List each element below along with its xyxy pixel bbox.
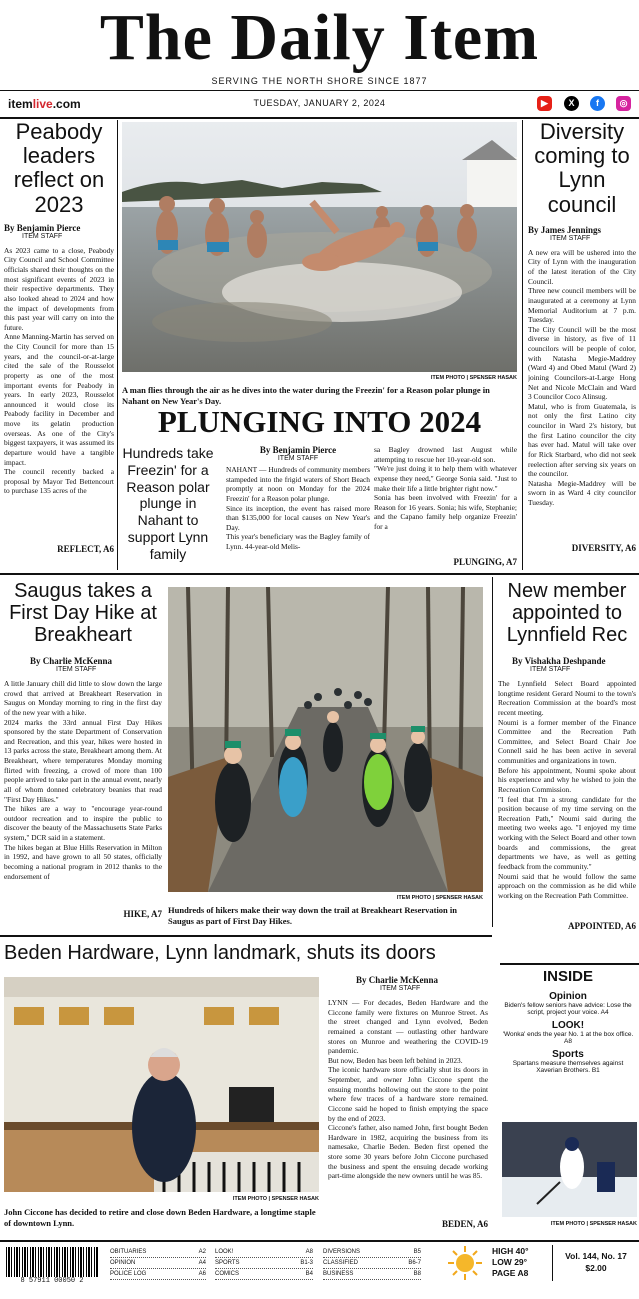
inside-item-head[interactable]: Sports <box>552 1049 584 1060</box>
hike-caption: Hundreds of hikers make their way down the trail at Breakheart Reservation in Saugus as part of First Day Hikes. <box>168 905 457 927</box>
hockey-photo-credit: ITEM PHOTO | SPENSER HASAK <box>550 1221 637 1227</box>
sun-icon <box>447 1245 483 1281</box>
peabody-jump[interactable]: REFLECT, A6 <box>57 543 114 554</box>
index-column-3 <box>323 1247 421 1280</box>
index-row[interactable]: SPORTS B1-3 <box>215 1258 313 1269</box>
facebook-icon[interactable]: f <box>590 96 605 111</box>
date-bar <box>0 92 639 116</box>
beden-caption: John Ciccone has decided to retire and close down Beden Hardware, a longtime staple of downtown Lynn. <box>4 1207 316 1229</box>
index-row[interactable]: DIVERSIONS B5 <box>323 1247 421 1258</box>
saugus-story <box>4 580 162 919</box>
instagram-icon[interactable]: ◎ <box>616 96 631 111</box>
volume-box <box>556 1250 636 1274</box>
hike-photo <box>168 587 483 892</box>
index-row[interactable]: LOOK! A8 <box>215 1247 313 1258</box>
index-row[interactable]: COMICS B4 <box>215 1269 313 1280</box>
index-column-2 <box>215 1247 313 1280</box>
inside-box <box>500 968 636 1074</box>
peabody-staff: ITEM STAFF <box>22 232 63 240</box>
youtube-icon[interactable]: ▶ <box>537 96 552 111</box>
beden-jump[interactable]: BEDEN, A6 <box>441 1219 488 1229</box>
inside-title: INSIDE <box>542 968 593 985</box>
lynnfield-jump[interactable]: APPOINTED, A6 <box>567 921 636 931</box>
lynnfield-staff: ITEM STAFF <box>530 666 571 673</box>
saugus-headline[interactable]: Saugus takes a First Day Hike at Breakheart <box>9 580 157 646</box>
peabody-headline[interactable]: Peabody leaders reflect on 2023 <box>13 119 105 217</box>
issue-date: TUESDAY, JANUARY 2, 2024 <box>253 98 386 108</box>
barcode-digits: 8 57911 00050 2 <box>20 1277 84 1285</box>
diversity-body: A new era will be ushered into the City of Lynn with the inauguration of the latest iteration of the City Council. Three new council members will be inaugurated at a ceremony at Lynn Memorial Auditorium at 7 p.m. Tuesday. The City Council will be the most diverse in history, as five of 11 councilors will be people of color, with Natasha Megie-Maddrey (Ward 4) and Obed Matul (Ward 2) joining Councilors-at-Large Hong Net and Nicole McClain and Ward 3 Councilor Coco Alinsug. Matul, who is from Guatemala, is not only the first Latino city councilor in Ward 2's history, but the first Latino councilor the city has ever had. Matul will take over for Rick Starbard, who did not seek reelection after serving six years on the councilor. Natasha Megie-Maddrey will be sworn in as Ward 4 city councilor Tuesday. <box>528 247 636 507</box>
saugus-byline: By Charlie McKenna <box>30 656 112 666</box>
price: $2.00 <box>585 1263 607 1273</box>
plunge-body-col2: sa Bagley drowned last August while attempting to rescue her 10-year-old son. "We're just doing it to help them with whatever expense they need," George Sonia said. "Just to make their life a little brighter right now." Sonia has been involved with Freezin' for a Reason for 16 years. Sonia; his wife, Stephanie; and the Capano family help organize Freezin' for a <box>374 445 517 531</box>
plunge-col1 <box>226 445 370 575</box>
weather-high: HIGH 40° <box>492 1246 529 1256</box>
plunge-subhead: Hundreds take Freezin' for a Reason polar plunge in Nahant to support Lynn family <box>122 445 214 562</box>
diversity-byline: By James Jennings <box>528 224 602 235</box>
beden-text <box>328 975 488 1229</box>
barcode <box>6 1247 98 1287</box>
masthead-tagline: SERVING THE NORTH SHORE SINCE 1877 <box>211 76 428 86</box>
beden-body: LYNN — For decades, Beden Hardware and the Ciccone family were fixtures on Munroe Street. As the street changed and Lynn evolved, Beden remained a constant — outlasting other hardware stores on Munroe and weathering the COVID-19 pandemic. But now, Beden has been left behind in 2023. The iconic hardware store officially shut its doors in September, and owner John Ciccone spent the ensuing months hollowing out the store to the point where few traces of a hardware store remained. Ciccone said he hoped to finish emptying the space by the end of 2023. Ciccone's father, also named John, first bought Beden Hardware in 1982, acquiring the business from its namesake, Charlie Beden. Beden first opened the store some 30 years before John Ciccone purchased the business and spent the ensuing decade working part-time alongside the new owners until he was 85. <box>328 998 488 1181</box>
weather-low: LOW 29° <box>492 1257 528 1267</box>
index-row[interactable]: BUSINESS B8 <box>323 1269 421 1280</box>
plunge-byline: By Benjamin Pierce <box>259 445 337 455</box>
beden-headline[interactable]: Beden Hardware, Lynn landmark, shuts its doors <box>4 942 436 964</box>
index-row[interactable]: OBITUARIES A2 <box>110 1247 206 1258</box>
peabody-story <box>4 120 114 554</box>
inside-item-head[interactable]: Opinion <box>549 991 587 1002</box>
plunge-body-col1: NAHANT — Hundreds of community members stampeded into the frigid waters of Short Beach promptly at noon on Monday for the 2024 Freezin' for a Reason polar plunge. Since its inception, the event has raised more than $135,000 for local causes on New Year's Day. This year's beneficiary was the Bagley family of Lynn. 44-year-old Melis- <box>226 465 370 551</box>
lynnfield-byline: By Vishakha Deshpande <box>512 656 606 666</box>
hike-photo-credit: ITEM PHOTO | SPENSER HASAK <box>396 895 483 901</box>
x-icon[interactable]: X <box>564 96 579 111</box>
diversity-jump[interactable]: DIVERSITY, A6 <box>571 542 636 553</box>
plunge-photo <box>122 122 517 372</box>
hockey-photo <box>502 1122 637 1217</box>
diversity-staff: ITEM STAFF <box>550 234 591 242</box>
beden-byline: By Charlie McKenna <box>356 975 438 985</box>
saugus-staff: ITEM STAFF <box>56 666 97 673</box>
index-row[interactable]: OPINION A4 <box>110 1258 206 1269</box>
diversity-story <box>528 120 636 553</box>
inside-item-head[interactable]: LOOK! <box>551 1020 585 1031</box>
beden-photo <box>4 977 319 1192</box>
lynnfield-body: The Lynnfield Select Board appointed longtime resident Gerard Noumi to the town's Recreation Commission at the board's most recent meeting. Noumi is a former member of the Finance Committee and the Recreation Path Committee, and Select Board Chair Joe Connell said he has been active in several communities and organizations in town. Before his appointment, Noumi spoke about his experience and why he wished to join the Recreation Commission. "I feel that I'm a strong candidate for the position because of my time serving on the Recreation Path," Noumi said during the meeting two weeks ago. "I enjoyed my time working with the Select Board and other town boards and commissions, the great departments we have, as well as getting feedback from the community." Noumi said that he would follow the same approach on the commission as he did while working on the Recreation Path Committee. <box>498 679 636 900</box>
lynnfield-headline[interactable]: New member appointed to Lynnfield Rec <box>506 580 628 646</box>
volume-number: Vol. 144, No. 17 <box>565 1251 627 1261</box>
saugus-body: A little January chill did little to slow down the large crowd that arrived at Breakheart Reservation in Saugus on Monday morning to ring in the first day of the new year with a hike. 2024 marks the 33rd annual First Day Hikes sponsored by the state Department of Conservation and Recreation, and this year, hikes were hosted in 13 parks across the state, Breakheart among them. At Breakheart, where temperatures Monday morning flirted with freezing, a crowd of more than 100 people arrived to take part in the annual event, nearly all of whom donned celebratory beanies that read "First Day Hikes." The hikes are a way to "encourage year-round outdoor recreation and to inspire the public to discover the beauty of the Massachusetts State Parks system," DCR said in a statement. The hikes began at Blue Hills Reservation in Milton in 1992, and have grown to all 50 states, officially becoming a national program in 2012 thanks to the endorsement of <box>4 679 162 881</box>
plunge-photo-credit: ITEM PHOTO | SPENSER HASAK <box>430 375 517 381</box>
plunge-jump[interactable]: PLUNGING, A7 <box>453 557 517 567</box>
inside-item-text: Biden's fellow seniors have advice: Lose the script, project your voice. A4 <box>504 1002 632 1016</box>
peabody-body: As 2023 came to a close, Peabody City Council and School Committee officials shared their thoughts on the most significant events of 2023 in their respective departments. They also looked ahead to 2024 and how the impact of developments from this past year will carry on into the future. Anne Manning-Martin has served on the City Council for more than 15 years, and the council-or-at-large cited the sale of the Rousselot property as one of the most important events for Peabody in years. In early 2023, Rousselot announced it would close its Peabody facility in December and move its gelatin production overseas. As one of the City's biggest taxpayers, it was assumed its departure would have a tangible impact. The council recently backed a proposal by Mayor Ted Bettencourt to purchase 135 acres of the <box>4 245 114 496</box>
plunge-staff: ITEM STAFF <box>277 455 319 462</box>
diversity-headline[interactable]: Diversity coming to Lynn council <box>534 119 630 217</box>
newspaper-title: The Daily Item <box>99 1 540 74</box>
index-column-1 <box>110 1247 206 1280</box>
beden-staff: ITEM STAFF <box>380 985 421 992</box>
weather-page[interactable]: PAGE A8 <box>492 1268 529 1278</box>
lynnfield-story <box>498 580 636 931</box>
plunge-headline[interactable]: PLUNGING INTO 2024 <box>157 404 482 439</box>
index-row[interactable]: CLASSIFIED B6-7 <box>323 1258 421 1269</box>
masthead <box>0 0 639 92</box>
weather-box <box>492 1246 548 1279</box>
plunge-caption: A man flies through the air as he dives into the water during the Freezin' for a Reason polar plunge in Nahant on New Year's Day. <box>122 385 490 407</box>
saugus-jump[interactable]: HIKE, A7 <box>123 909 162 919</box>
inside-item-text: Spartans measure themselves against Xaverian Brothers. B1 <box>512 1060 624 1074</box>
beden-photo-credit: ITEM PHOTO | SPENSER HASAK <box>232 1196 319 1202</box>
index-row[interactable]: POLICE LOG A6 <box>110 1269 206 1280</box>
peabody-byline: By Benjamin Pierce <box>4 222 81 233</box>
inside-item-text: 'Wonka' ends the year No. 1 at the box office. A8 <box>502 1031 634 1045</box>
site-link[interactable]: itemlive.com <box>8 97 81 111</box>
plunge-col2 <box>374 445 517 567</box>
